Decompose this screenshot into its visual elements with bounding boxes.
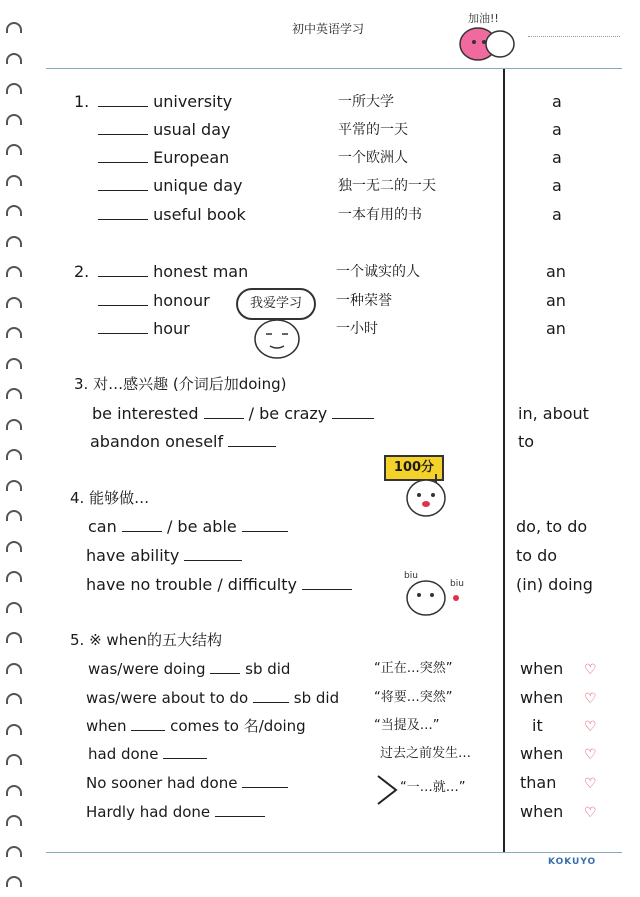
section-5-answer-6: when bbox=[520, 802, 564, 821]
section-2-number: 2. bbox=[74, 262, 90, 281]
section-5-row-5: No sooner had done bbox=[86, 773, 288, 793]
section-4-answer-1: do, to do bbox=[516, 517, 588, 536]
section-2-cn-3: 一小时 bbox=[336, 321, 378, 337]
section-1-answer-3: a bbox=[552, 148, 562, 167]
section-2-answer-1: an bbox=[546, 262, 566, 281]
spiral-ring-icon bbox=[6, 297, 22, 308]
score-face-icon bbox=[404, 474, 450, 518]
section-4-answer-3: (in) doing bbox=[516, 575, 593, 594]
section-1-row-1: university bbox=[98, 92, 232, 112]
spiral-ring-icon bbox=[6, 83, 22, 94]
spiral-ring-icon bbox=[6, 358, 22, 369]
section-5-cn-5: “一…就…” bbox=[400, 780, 466, 795]
heart-icon: ♡ bbox=[584, 719, 597, 735]
section-2-cn-1: 一个诚实的人 bbox=[336, 264, 420, 280]
section-3-answer-2: to bbox=[518, 432, 535, 451]
section-1-answer-4: a bbox=[552, 176, 562, 195]
score-sign: 100分 bbox=[384, 455, 444, 481]
section-4-row-2: have ability bbox=[86, 546, 242, 566]
biu-label-right: biu bbox=[450, 579, 464, 589]
greater-than-mark-icon bbox=[374, 772, 400, 808]
spiral-ring-icon bbox=[6, 419, 22, 430]
section-1-cn-2: 平常的一天 bbox=[338, 122, 408, 138]
spiral-ring-icon bbox=[6, 632, 22, 643]
answer-column-divider bbox=[503, 69, 505, 852]
heart-icon: ♡ bbox=[584, 747, 597, 763]
section-5-row-1: was/were doing sb did bbox=[88, 660, 291, 678]
spiral-ring-icon bbox=[6, 602, 22, 613]
section-1-answer-2: a bbox=[552, 120, 562, 139]
spiral-ring-icon bbox=[6, 724, 22, 735]
spiral-ring-icon bbox=[6, 663, 22, 674]
spiral-ring-icon bbox=[6, 114, 22, 125]
section-2-answer-2: an bbox=[546, 291, 566, 310]
biu-label-left: biu bbox=[404, 571, 418, 581]
section-3-row-1: be interested / be crazy bbox=[92, 404, 374, 424]
study-face-icon bbox=[252, 318, 302, 360]
section-1-answer-1: a bbox=[552, 92, 562, 111]
cheer-sticker-icon bbox=[448, 8, 528, 64]
section-1-answer-5: a bbox=[552, 205, 562, 224]
section-5-answer-2: when bbox=[520, 688, 564, 707]
section-5-answer-4: when bbox=[520, 744, 564, 763]
section-1-row-2: usual day bbox=[98, 120, 230, 140]
spiral-ring-icon bbox=[6, 388, 22, 399]
footer-rule bbox=[46, 852, 622, 853]
section-1-number: 1. bbox=[74, 92, 90, 111]
section-1-cn-4: 独一无二的一天 bbox=[338, 178, 436, 194]
section-5-heading: 5. ※ when的五大结构 bbox=[70, 631, 222, 649]
section-5-row-2: was/were about to do sb did bbox=[86, 689, 340, 707]
heart-icon: ♡ bbox=[584, 691, 597, 707]
spiral-ring-icon bbox=[6, 876, 22, 887]
section-2-row-1: honest man bbox=[98, 262, 248, 282]
biu-face-icon bbox=[402, 568, 470, 618]
section-2-answer-3: an bbox=[546, 319, 566, 338]
section-2-row-2: honour bbox=[98, 291, 210, 311]
spiral-ring-icon bbox=[6, 754, 22, 765]
page-title: 初中英语学习 bbox=[292, 22, 365, 36]
spiral-ring-icon bbox=[6, 846, 22, 857]
section-5-answer-1: when bbox=[520, 659, 564, 678]
header-date-line bbox=[528, 36, 620, 37]
spiral-ring-icon bbox=[6, 22, 22, 33]
spiral-ring-icon bbox=[6, 571, 22, 582]
brand-logo: KOKUYO bbox=[548, 857, 597, 867]
section-1-row-3: European bbox=[98, 148, 229, 168]
section-5-answer-3: it bbox=[532, 716, 543, 735]
spiral-ring-icon bbox=[6, 144, 22, 155]
section-4-row-3: have no trouble / difficulty bbox=[86, 575, 352, 595]
section-1-row-5: useful book bbox=[98, 205, 246, 225]
section-5-row-6: Hardly had done bbox=[86, 802, 265, 822]
spiral-ring-icon bbox=[6, 815, 22, 826]
section-5-cn-1: “正在…突然” bbox=[374, 661, 453, 676]
section-5-row-3: when comes to 名/doing bbox=[86, 717, 306, 735]
spiral-ring-icon bbox=[6, 693, 22, 704]
section-5-row-4: had done bbox=[88, 744, 207, 764]
spiral-ring-icon bbox=[6, 266, 22, 277]
spiral-ring-icon bbox=[6, 327, 22, 338]
section-5-cn-4: 过去之前发生… bbox=[380, 746, 472, 761]
spiral-ring-icon bbox=[6, 236, 22, 247]
cheer-sticker-text: 加油!! bbox=[468, 12, 499, 25]
spiral-ring-icon bbox=[6, 53, 22, 64]
spiral-ring-icon bbox=[6, 541, 22, 552]
spiral-ring-icon bbox=[6, 480, 22, 491]
section-5-cn-2: “将要…突然” bbox=[374, 690, 453, 705]
heart-icon: ♡ bbox=[584, 805, 597, 821]
section-1-cn-3: 一个欧洲人 bbox=[338, 150, 408, 166]
section-4-answer-2: to do bbox=[516, 546, 558, 565]
section-2-cn-2: 一种荣誉 bbox=[336, 293, 392, 309]
section-1-row-4: unique day bbox=[98, 176, 242, 196]
heart-icon: ♡ bbox=[584, 662, 597, 678]
spiral-ring-icon bbox=[6, 449, 22, 460]
section-3-answer-1: in, about bbox=[518, 404, 589, 423]
section-5-answer-5: than bbox=[520, 773, 557, 792]
header-rule bbox=[46, 68, 622, 69]
section-1-cn-5: 一本有用的书 bbox=[338, 207, 422, 223]
section-4-heading: 4. 能够做… bbox=[70, 489, 150, 507]
section-3-row-2: abandon oneself bbox=[90, 432, 276, 452]
love-study-bubble: 我爱学习 bbox=[236, 288, 316, 320]
section-4-row-1: can / be able bbox=[88, 517, 288, 537]
spiral-ring-icon bbox=[6, 510, 22, 521]
section-3-heading: 3. 对…感兴趣 (介词后加doing) bbox=[74, 375, 287, 393]
spiral-ring-icon bbox=[6, 785, 22, 796]
spiral-ring-icon bbox=[6, 175, 22, 186]
spiral-ring-icon bbox=[6, 205, 22, 216]
section-5-cn-3: “当提及…” bbox=[374, 718, 440, 733]
heart-icon: ♡ bbox=[584, 776, 597, 792]
section-2-row-3: hour bbox=[98, 319, 190, 339]
section-1-cn-1: 一所大学 bbox=[338, 94, 394, 110]
